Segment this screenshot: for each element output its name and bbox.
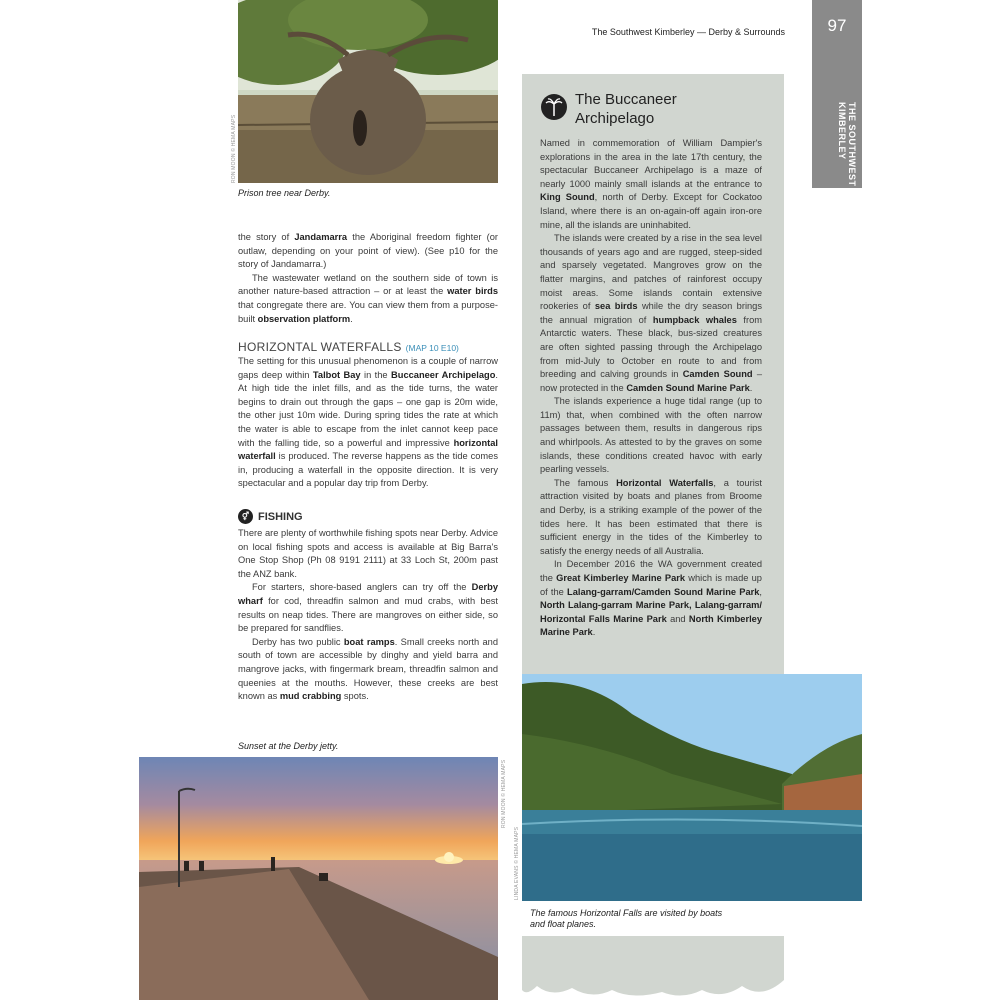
- horizontal-waterfalls-text: The setting for this unusual phenomenon is a couple of narrow gaps deep within Talbot Bay in the Buccaneer Archipelago. At high tide the inlet fills, and as the tide turns, the water begins to drain out through the gaps – one gap is 20m wide, the other just 10m wide. During spring tides the rate at which the water is able to escape from the inlet cannot keep pace with the falling tide, so a powerful and impressive horizontal waterfall is produced. The reverse happens as the tide comes in, producing a waterfall in the opposite direction. It is very spectacular and a popular day trip from Derby.: [238, 356, 498, 489]
- page-number: 97: [827, 16, 847, 35]
- map-reference: (MAP 10 E10): [405, 343, 459, 353]
- sidebar-text: Named in commemoration of William Dampier's explorations in the area in the late 17th century, the spectacular Buccaneer Archipelago is a maze of nearly 1000 mainly small islands at the entrance to King Sound, north of Derby. Except for Cockatoo Island, where there is an on-again-off again iron-ore mine, all the islands are uninhabited. The islands were created by a rise in the sea level thousands of years ago and are rugged, steep-sided and sparsely vegetated. Mangroves grow on the flatter margins, and patches of rainforest occupy moist areas. Some islands contain extensive rookeries of sea birds while the dry season brings the annual migration of humpback whales from Antarctic waters. These black, bus-sized creatures are often sighted passing through the Archipelago from mid-July to October en route to and from breeding and calving grounds in Camden Sound – now protected in the Camden Sound Marine Park. The islands experience a huge tidal range (up to 11m) that, when combined with the often narrow passages between them, results in dangerous rips and whirlpools. As attested to by the graves on some islands, these conditions created havoc with early pearling vessels. The famous Horizontal Waterfalls, a tourist attraction visited by boats and planes from Broome and Derby, is a striking example of the power of the tides here. It has been estimated that there is sufficient energy in the tides of the Kimberley to satisfy the energy needs of all Australia. In December 2016 the WA government created the Great Kimberley Marine Park which is made up of the Lalang-garram/Camden Sound Marine Park, North Lalang-garram Marine Park, Lalang-garram/ Horizontal Falls Marine Park and North Kimberley Marine Park.: [540, 138, 763, 638]
- fishing-heading: ⚥ FISHING: [238, 509, 303, 524]
- falls-photo-credit: LINDA EVANS © HEMA MAPS: [514, 826, 520, 900]
- fishing-text: There are plenty of worthwhile fishing spots near Derby. Advice on local fishing spots and access is available at Big Barra's One Stop Shop (Ph 08 9191 2111) at 33 Loch St, 200m past the ANZ bank. For starters, shore-based anglers can try off the Derby wharf for cod, threadfin salmon and mud crabs, with best results on neap tides. There are mangroves on either side, so be prepared for sandflies. Derby has two public boat ramps. Small creeks north and south of town are accessible by dinghy and yield barra and mangrove jacks, with fingermark bream, threadfin salmon and queenies at the mouths. However, these creeks are best known as mud crabbing spots.: [238, 528, 498, 702]
- intro-text: the story of Jandamarra the Aboriginal freedom fighter (or outlaw, depending on your point of view). (See p10 for the story of Jandamarra.) The wastewater wetland on the southern side of town is another nature-based attraction – or at least the water birds that congregate there are. You can view them from a purpose-built observation platform.: [238, 232, 498, 324]
- sidebar-torn-edge: [522, 900, 784, 1000]
- prison-tree-caption: Prison tree near Derby.: [238, 188, 331, 198]
- falls-caption: The famous Horizontal Falls are visited by boats and float planes.: [530, 908, 723, 929]
- palm-tree-icon: [541, 94, 567, 120]
- sidebar-title: The Buccaneer Archipelago: [575, 91, 677, 127]
- horizontal-waterfalls-heading: HORIZONTAL WATERFALLS (MAP 10 E10): [238, 340, 459, 354]
- horizontal-falls-photo: [522, 674, 862, 901]
- jetty-caption: Sunset at the Derby jetty.: [238, 741, 339, 751]
- prison-tree-photo-credit: RON MOON © HEMA MAPS: [231, 114, 237, 183]
- jetty-photo-credit: RON MOON © HEMA MAPS: [501, 759, 507, 828]
- fishing-icon: ⚥: [238, 509, 253, 524]
- prison-tree-photo: [238, 0, 498, 183]
- running-head: The Southwest Kimberley — Derby & Surrounds: [591, 27, 785, 37]
- chapter-tab-label: THE SOUTHWEST KIMBERLEY: [837, 102, 857, 187]
- derby-jetty-photo: [139, 757, 498, 1000]
